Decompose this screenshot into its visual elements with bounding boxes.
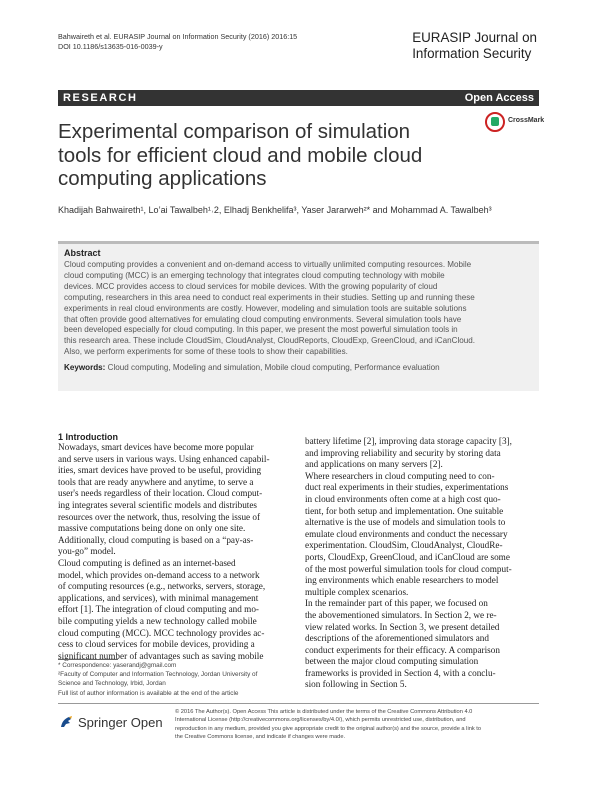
body-text-line: Cloud computing is defined as an internet-based (58, 557, 236, 568)
title-line: computing applications (58, 167, 267, 190)
body-text-line: of computing resources (e.g., networks, servers, storage, (58, 581, 266, 592)
body-text-line: and improving reliability and security by storing data (305, 447, 501, 458)
keywords (64, 363, 533, 372)
body-text-line: ports, CloudExp, GreenCloud, and iCanCloud are some (305, 551, 510, 562)
crossmark-icon (485, 112, 505, 132)
abstract-line: this research area. These include CloudSim, CloudAnalyst, CloudReports, CloudExp, GreenCloud, and iCanCloud. (64, 336, 476, 346)
abstract-line: Cloud computing provides a convenient and on-demand access to virtually unlimited computing resources. Mobile (64, 260, 472, 269)
abstract-line: experiments in real cloud environments are costly. However, modeling and simulation tools are suitable solutions (64, 303, 467, 313)
footer-divider (58, 703, 539, 704)
citation-line: Bahwaireth et al. EURASIP Journal on Information Security (2016) 2016:15 (58, 32, 298, 41)
body-text-line: multiple complex scenarios. (305, 586, 409, 597)
license-line: International License (http://creativecommons.org/licenses/by/4.0/), which permits unrestricted use, distribution, and (175, 717, 466, 724)
springer-horse-icon (58, 714, 74, 730)
footnote-divider (58, 659, 118, 660)
body-text-line: battery lifetime [2], improving data storage capacity [3], (305, 436, 512, 446)
body-text-line: conduct experiments for their efficacy. A comparison (305, 644, 500, 655)
body-text-line: ing integrates several scientific models and distributes (58, 499, 258, 510)
body-text-line: alternative is the use of models and simulation tools to (305, 517, 506, 528)
article-title (58, 120, 478, 191)
keywords-text: Cloud computing, Modeling and simulation, Mobile cloud computing, Performance evaluation (107, 363, 440, 373)
keywords-label: Keywords: (64, 363, 106, 373)
license-line: reproduction in any medium, provided you give appropriate credit to the original author(s) and the source, provide a link to (175, 725, 482, 732)
body-text-line: frameworks is provided in Section 4, with a conclu- (305, 667, 496, 678)
crossmark-badge[interactable] (485, 112, 545, 136)
publisher-name (78, 715, 163, 730)
body-text-line: emulate cloud environments and conduct the necessary (305, 528, 508, 539)
body-text-line: of the most powerful simulation tools for cloud comput- (305, 563, 512, 574)
footnote-line: ²Faculty of Computer and Information Technology, Jordan University of (58, 671, 258, 679)
body-text-line: tient, for both setup and implementation. One suitable (305, 505, 504, 516)
body-column-left (58, 442, 292, 662)
doi-line: DOI 10.1186/s13635-016-0039-y (58, 41, 163, 51)
body-text-line: descriptions of the aforementioned simulators and (305, 633, 489, 644)
body-text-line: Nowadays, smart devices have become more popular (58, 442, 254, 452)
license-line: © 2016 The Author(s). Open Access This article is distributed under the terms of the Creative Commons Attribution 4.0 (175, 709, 473, 715)
abstract-heading: Abstract (64, 248, 101, 258)
abstract-line: devices. MCC provides access to cloud services for mobile devices. With the growing popularity of cloud (64, 281, 438, 291)
body-text-line: ing environments which enable researchers to model (305, 575, 499, 586)
license-text (175, 708, 481, 742)
abstract-text (64, 260, 533, 358)
body-text-line: cess to cloud services for mobile devices, providing a (58, 639, 255, 650)
citation-header (58, 32, 297, 51)
body-text-line: cloud computing (MCC). MCC technology provides ac- (58, 627, 265, 638)
body-text-line: and serve users in various ways. Using enhanced capabil- (58, 453, 270, 464)
abstract-line: been developed especially for cloud computing. In this paper, we present the most powerful simulation tools in (64, 325, 458, 335)
body-column-right (305, 436, 539, 691)
body-text-line: duct real experiments in their studies, experimentations (305, 482, 509, 493)
footnote-line: Science and Technology, Irbid, Jordan (58, 680, 166, 688)
body-text-line: experimentation. CloudSim, CloudAnalyst, CloudRe- (305, 540, 503, 551)
body-text-line: massive computations being done on only one site. (58, 523, 246, 534)
abstract-line: that often provide good alternatives for emulating cloud computing environments. Several simulation tools have (64, 314, 462, 324)
abstract-line: Also, we perform experiments for some of these tools to show their capabilities. (64, 347, 348, 357)
body-text-line: tools that are ready anywhere and anytime, to serve a (58, 476, 254, 487)
body-text-line: and applications on many servers [2]. (305, 459, 443, 470)
footnote-line: Full list of author information is available at the end of the article (58, 689, 239, 697)
abstract-line: cloud computing (MCC) is an emerging technology that integrates cloud computing technology with mobile (64, 270, 445, 280)
title-line: Experimental comparison of simulation (58, 120, 411, 143)
body-text-line: ities, smart devices have proved to be useful, providing (58, 465, 262, 476)
author-list: Khadijah Bahwaireth¹, Lo’ai Tawalbeh¹˒2, Elhadj Benkhelifa³, Yaser Jararweh²* and Mohammad A. Tawalbeh³ (58, 205, 492, 215)
footnotes (58, 661, 257, 698)
publisher-name-main: Springer (78, 715, 128, 730)
body-text-line: In the remainder part of this paper, we focused on (305, 598, 488, 609)
body-text-line: significant number of advantages such as saving mobile (58, 650, 264, 661)
publisher-logo[interactable] (58, 712, 168, 734)
journal-name-line2: Information Security (412, 46, 532, 61)
body-text-line: resources over the network, thus, resolving the issue of (58, 511, 261, 522)
body-text-line: user's needs regardless of their location. Cloud comput- (58, 488, 263, 499)
body-text-line: in cloud environments often come at a high cost quo- (305, 493, 501, 504)
crossmark-label: CrossMark (508, 117, 545, 124)
body-text-line: effort [1]. The integration of cloud computing and mo- (58, 604, 259, 615)
title-line: tools for efficient cloud and mobile cloud (58, 143, 423, 167)
abstract-line: computing, researchers in this area need to conduct real experiments in their studies. Setting up and running these (64, 292, 475, 302)
body-text-line: sion following in Section 5. (305, 679, 407, 690)
license-line: the Creative Commons license, and indicate if changes were made. (175, 734, 346, 741)
open-access-label: Open Access (464, 92, 534, 104)
body-text-line: Additionally, cloud computing is based on a “pay-as- (58, 534, 254, 545)
body-text-line: model, which provides on-demand access to a network (58, 569, 260, 580)
body-text-line: between the major cloud computing simulation (305, 656, 479, 667)
body-text-line: applications, and services), with minimal management (58, 592, 259, 603)
body-text-line: you-go” model. (58, 546, 116, 557)
body-text-line: view related works. In Section 3, we present detailed (305, 621, 500, 632)
journal-name (412, 30, 537, 62)
journal-name-line1: EURASIP Journal on (412, 30, 537, 45)
body-text-line: Where researchers in cloud computing need to con- (305, 470, 495, 481)
publisher-name-suffix: Open (130, 715, 163, 730)
section-heading: 1 Introduction (58, 432, 118, 442)
article-type-label: RESEARCH (63, 92, 138, 104)
footnote-line: * Correspondence: yaserandj@gmail.com (58, 662, 177, 669)
abstract-box (58, 241, 539, 391)
body-text-line: the abovementioned simulators. In Section 2, we re- (305, 609, 497, 620)
article-type-banner (58, 90, 539, 106)
body-text-line: bile computing yields a new technology called mobile (58, 615, 257, 626)
